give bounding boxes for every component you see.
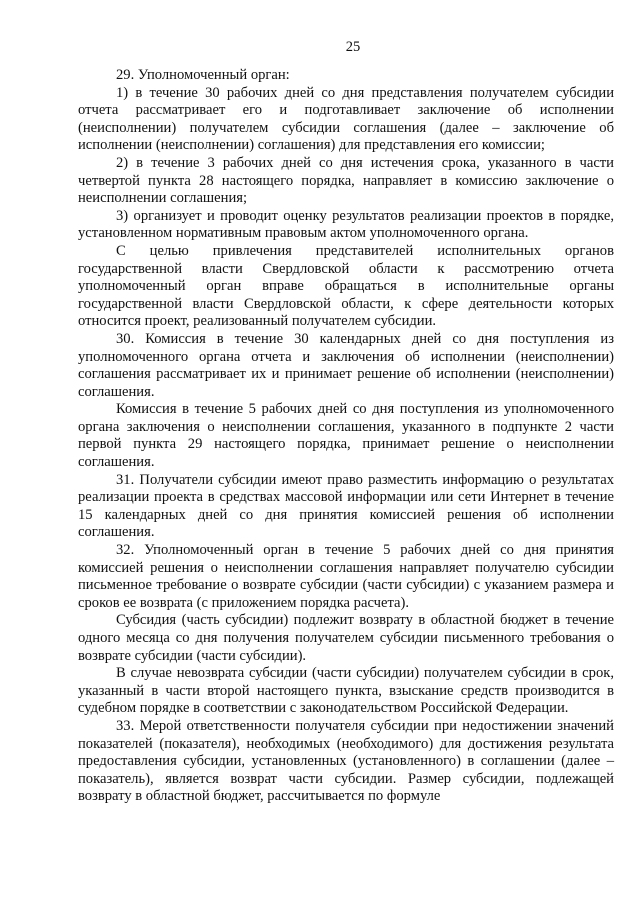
paragraph-32-part-3: В случае невозврата субсидии (части субсидии) получателем субсидии в срок, указанный в части второй настоящего пункта, взыскание средств производится в судебном порядке в соответствии с законодательством Российской Федерации. [78,665,614,717]
paragraph-32: 32. Уполномоченный орган в течение 5 рабочих дней со дня принятия комиссией решения о неисполнении соглашения направляет получателю субсидии письменное требование о возврате субсидии (части субсидии) с указанием размера и сроков ее возврата (с приложением порядка расчета). [78,542,614,611]
paragraph-32-part-2: Субсидия (часть субсидии) подлежит возврату в областной бюджет в течение одного месяца со дня получения получателем субсидии письменного требования о возврате субсидии (части субсидии). [78,612,614,664]
paragraph-29-item-2: 2) в течение 3 рабочих дней со дня истечения срока, указанного в части четвертой пункта 28 настоящего порядка, направляет в комиссию заключение о неисполнении соглашения; [78,154,614,207]
paragraph-29-item-1: 1) в течение 30 рабочих дней со дня представления получателем субсидии отчета рассматривает его и подготавливает заключение об исполнении (неисполнении) получателем субсидии соглашения (далее – заключение об исполнении (неисполнении) соглашения) для представления его комиссии; [78,84,614,154]
paragraph-31: 31. Получатели субсидии имеют право разместить информацию о результатах реализации проекта в средствах массовой информации или сети Интернет в течение 15 календарных дней со дня принятия комиссией решения об исполнении соглашения. [78,471,614,541]
paragraph-29-part-2: С целью привлечения представителей исполнительных органов государственной власти Свердловской области к рассмотрению отчета уполномоченный орган вправе обращаться в исполнительные органы государственной власти Свердловской области, к сфере деятельности которых относится проект, реализованный получателем субсидии. [78,242,614,330]
paragraph-29-item-3: 3) организует и проводит оценку результатов реализации проектов в порядке, установленном нормативным правовым актом уполномоченного органа. [78,207,614,242]
paragraph-30: 30. Комиссия в течение 30 календарных дней со дня поступления из уполномоченного органа отчета и заключения об исполнении (неисполнении) соглашения рассматривает их и принимает решение об исполнении (неисполнении) соглашения. [78,330,614,400]
page-number: 25 [345,39,361,55]
document-body [78,67,614,806]
paragraph-30-part-2: Комиссия в течение 5 рабочих дней со дня поступления из уполномоченного органа заключения о неисполнении соглашения, указанного в подпункте 2 части первой пункта 29 настоящего порядка, принимает решение о неисполнении соглашения. [78,401,614,471]
paragraph-33: 33. Мерой ответственности получателя субсидии при недостижении значений показателей (показателя), необходимых (необходимого) для достижения результата предоставления субсидии, установленных (установленного) в соглашении (далее – показатель), является возврат части субсидии. Размер субсидии, подлежащей возврату в областной бюджет, рассчитывается по формуле [78,717,614,805]
paragraph-29-heading: 29. Уполномоченный орган: [116,67,290,83]
